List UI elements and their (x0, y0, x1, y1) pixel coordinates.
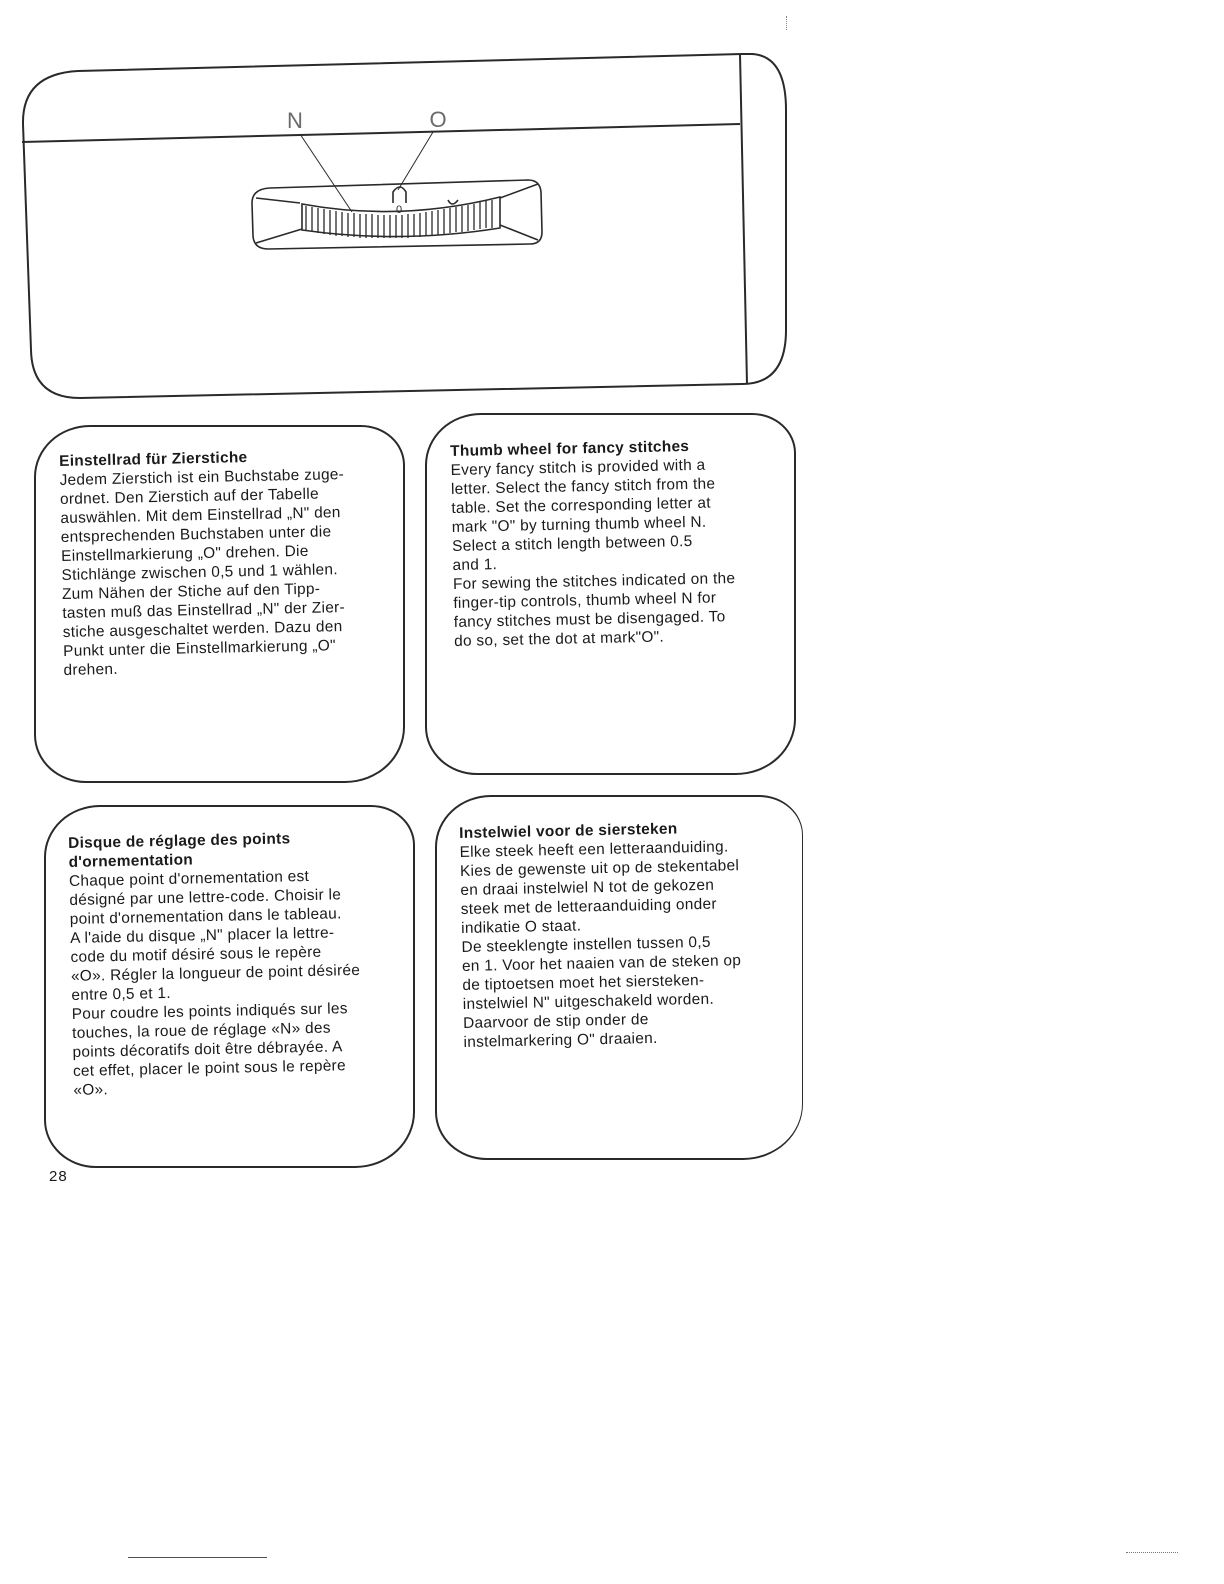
instruction-text-french (68, 827, 409, 1100)
dial-mark: 0 (395, 204, 403, 216)
section-body-german: Jedem Zierstich ist ein Buchstabe zuge- ordnet. Den Zierstich auf der Tabelle auswählen. Mit dem Einstellrad „N" den entsprechenden Buchstaben unter die Einstellmarkierung „O" drehen. Die Stichlänge zwischen 0,5 und 1 wählen. Zum Nähen der Stiche auf den Tipp- tasten muß das Einstellrad „N" der Zier- stiche ausgeschaltet werden. Dazu den Punkt unter die Einstellmarkierung „O" drehen. (59, 466, 346, 679)
instruction-text-english (450, 435, 790, 651)
leader-lines (300, 132, 433, 212)
instruction-text-german (59, 445, 400, 680)
panel-edge (740, 54, 747, 384)
footer-dash (1126, 1552, 1178, 1553)
section-title-dutch: Instelwiel voor de siersteken (459, 820, 678, 842)
panel-outline (23, 54, 786, 398)
label-o: O (429, 107, 447, 132)
section-body-dutch: Elke steek heeft een letteraanduiding. Kies de gewenste uit op de stekentabel en draai instelwiel N tot de gekozen steek met de letteraanduiding onder indikatie O staat. De steeklengte instellen tussen 0,5 en 1. Voor het naaien van de steken op de tiptoetsen moet het siersteken- instelwiel N" uitgeschakeld worden. Daarvoor de stip onder de instelmarkering O" draaien. (459, 838, 742, 1051)
section-body-french: Chaque point d'ornementation est désigné par une lettre-code. Choisir le point d'ornementation dans le tableau. A l'aide du disque „N" placer la lettre- code du motif désiré sous le repère «O». Régler la longueur de point désirée entre 0,5 et 1. Pour coudre les points indiqués sur les touches, la roue de réglage «N» des points décoratifs doit être débrayée. A cet effet, placer le point sous le repère «O». (68, 867, 361, 1099)
thumb-wheel-diagram (0, 0, 1224, 410)
section-title-english: Thumb wheel for fancy stitches (450, 437, 690, 460)
panel-seam (22, 124, 740, 142)
footer-rule (128, 1557, 267, 1558)
page-number: 28 (49, 1168, 68, 1182)
section-title-german: Einstellrad für Zierstiche (59, 449, 248, 470)
instruction-text-dutch (459, 817, 800, 1052)
label-n: N (287, 108, 303, 133)
section-title-french: Disque de réglage des points d'ornementation (68, 830, 291, 871)
section-body-english: Every fancy stitch is provided with a letter. Select the fancy stitch from the table. Set the corresponding letter at mark "O" by turning thumb wheel N. Select a stitch length between 0.5 and 1. For sewing the stitches indicated on the finger-tip controls, thumb wheel N for fancy stitches must be disengaged. To do so, set the dot at mark"O". (450, 456, 736, 650)
